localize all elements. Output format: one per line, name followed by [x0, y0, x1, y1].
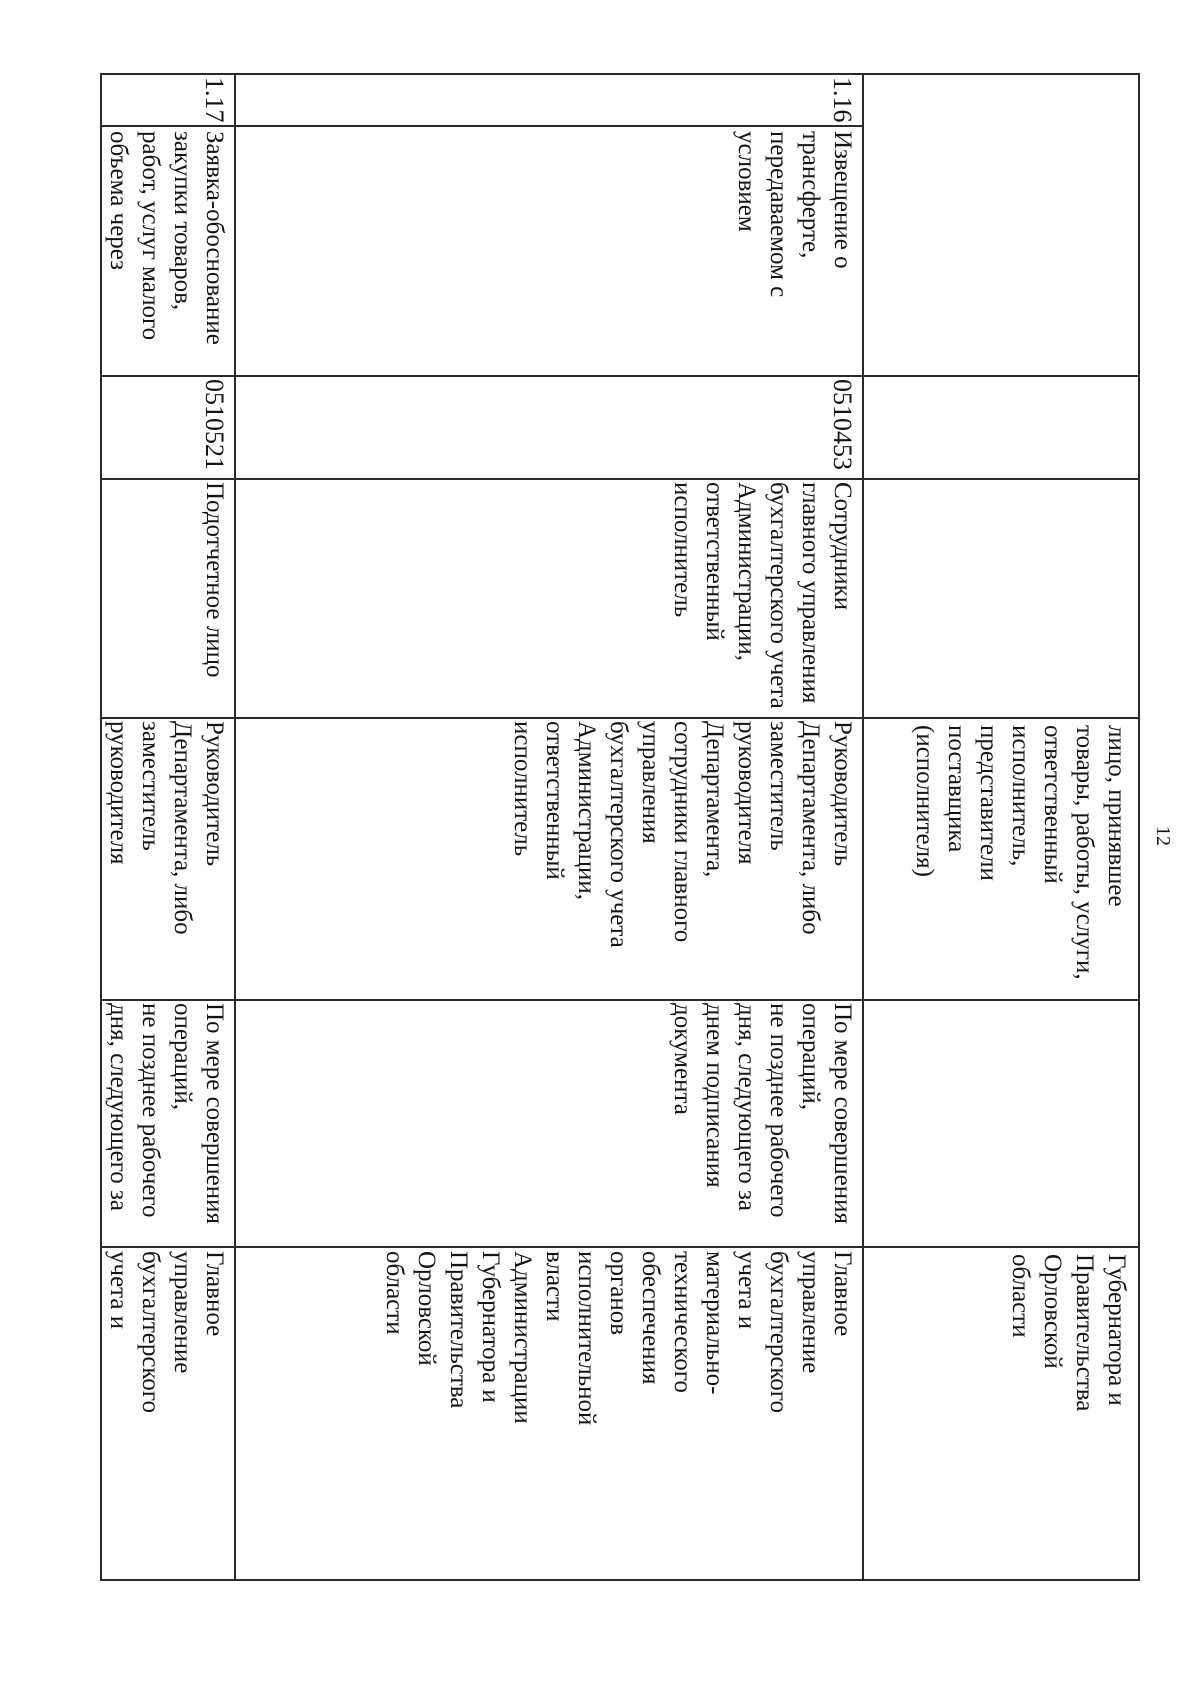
col-divider-3: [100, 478, 1140, 480]
row-1-16-signer: Руководитель Департамента, либо заместитель руководителя Департамента, сотрудники главного управления бухгалтерского учета Администрации, ответственный исполнитель: [509, 721, 856, 948]
col-divider-1: [100, 125, 864, 127]
col-divider-5: [100, 999, 1140, 1001]
row-1-16-document: Извещение о трансферте, передаваемом с условием: [733, 131, 856, 298]
rotated-table-body: [100, 73, 1140, 1581]
row-1-17-document: Заявка-обоснование закупки товаров, работ, услуг малого объема через: [105, 131, 228, 345]
table-border-left: [100, 73, 1140, 75]
row-1-16-code: 0510453: [828, 379, 857, 470]
col-divider-6: [100, 1246, 1140, 1248]
row-1-17-number: 1.17: [200, 77, 229, 123]
row-1-16-deadline: По мере совершения операций, не позднее рабочего дня, следующего за днем подписания документа: [669, 1003, 856, 1225]
table-border-right: [100, 1579, 1140, 1581]
row-1-16-recipient: Главное управление бухгалтерского учета и материально- технического обеспечения органов исполнительной власти Администрации Губернатора и Правительства Орловской области: [381, 1251, 856, 1426]
row-1-17-signer: Руководитель Департамента, либо заместитель руководителя: [105, 721, 228, 935]
row-1-17-deadline: По мере совершения операций, не позднее рабочего дня, следующего за: [105, 1003, 228, 1225]
continuation-signer-cell: лицо, принявшее товары, работы, услуги, ответственный исполнитель, представители поставщика (исполнителя): [911, 725, 1130, 980]
continuation-recipient-cell: Губернатора и Правительства Орловской области: [1007, 1254, 1130, 1412]
row-1-17-recipient: Главное управление бухгалтерского учета и: [105, 1251, 228, 1413]
row-1-17-creator: Подотчетное лицо: [201, 482, 228, 678]
document-table: [100, 73, 1140, 1581]
row-1-17-code: 0510521: [200, 379, 229, 470]
row-1-16-creator: Сотрудники главного управления бухгалтерского учета Администрации, ответственный исполнитель: [669, 482, 856, 709]
row-1-16-number: 1.16: [828, 77, 857, 123]
row-divider-2: [234, 73, 236, 1581]
col-divider-4: [100, 717, 1140, 719]
col-divider-2: [100, 375, 1140, 377]
table-border-top: [1138, 73, 1140, 1581]
page-number: 12: [1152, 826, 1174, 846]
row-divider-1: [862, 73, 864, 1581]
